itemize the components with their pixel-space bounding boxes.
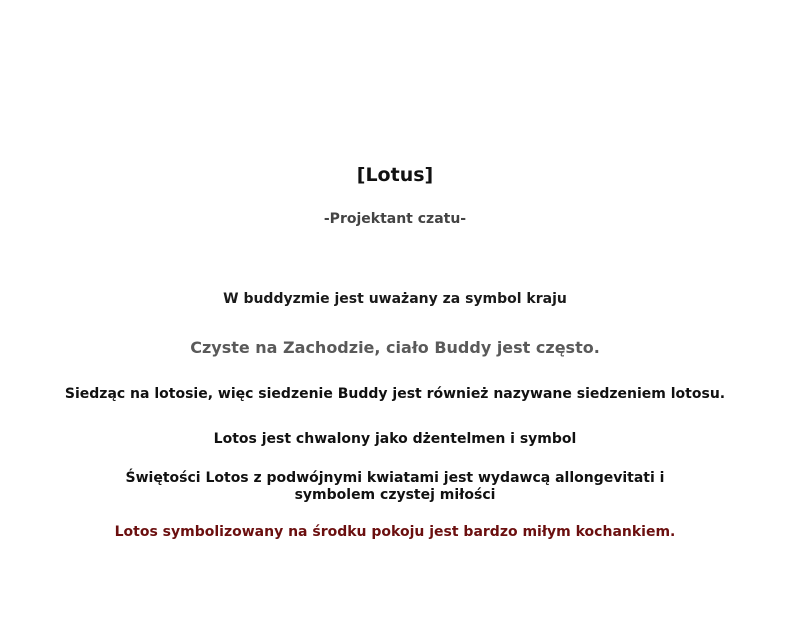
page-subtitle: -Projektant czatu-: [323, 211, 467, 227]
paragraph-pure-west: Czyste na Zachodzie, ciało Buddy jest często.: [190, 338, 600, 357]
paragraph-lotus-seat: Siedząc na lotosie, więc siedzenie Buddy jest również nazywane siedzeniem lotosu.: [64, 386, 726, 402]
paragraph-lover-highlight: Lotos symbolizowany na środku pokoju jest bardzo miłym kochankiem.: [114, 524, 676, 540]
paragraph-gentleman-symbol: Lotos jest chwalony jako dżentelmen i symbol: [213, 431, 577, 447]
paragraph-double-flower: Świętości Lotos z podwójnymi kwiatami jest wydawcą allongevitati i symbolem czystej miłości: [125, 470, 665, 503]
paragraph-buddhism-symbol: W buddyzmie jest uważany za symbol kraju: [223, 291, 567, 307]
page-title: [Lotus]: [356, 164, 434, 186]
